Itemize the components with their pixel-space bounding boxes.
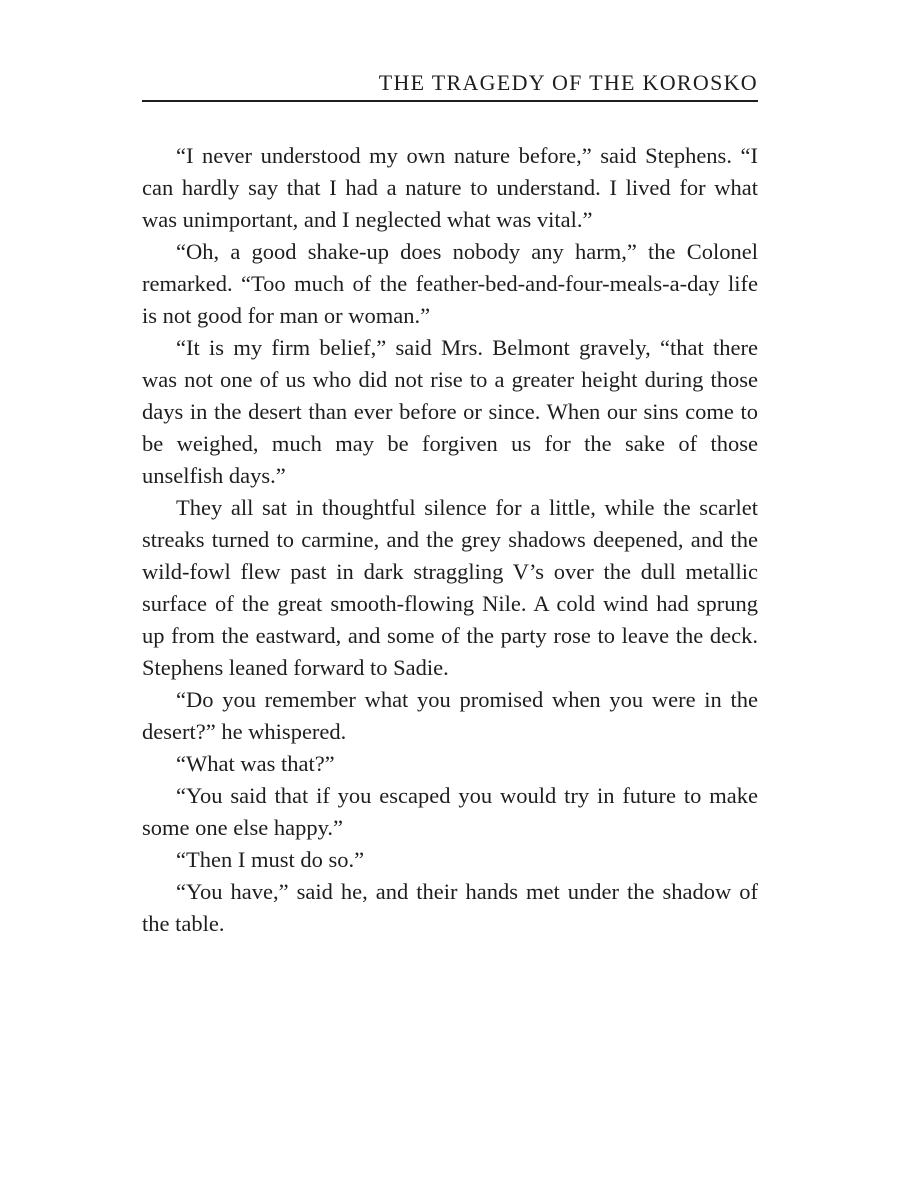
paragraph: “You said that if you escaped you would try in future to make some one else happy.” xyxy=(142,783,758,840)
paragraph: “I never understood my own nature before,” said Stephens. “I can hardly say that I had a nature to understand. I lived for what was unimportant, and I neglected what was vital.” xyxy=(142,143,758,232)
paragraph: “It is my firm belief,” said Mrs. Belmont gravely, “that there was not one of us who did not rise to a greater height during those days in the desert than ever before or since. When our sins come to be weighed, much may be forgiven us for the sake of those unselfish days.” xyxy=(142,335,758,488)
paragraph: They all sat in thoughtful silence for a little, while the scarlet streaks turned to carmine, and the grey shadows deepened, and the wild-fowl flew past in dark straggling V’s over the dull metallic surface of the great smooth-flowing Nile. A cold wind had sprung up from the eastward, and some of the party rose to leave the deck. Stephens leaned forward to Sadie. xyxy=(142,495,758,680)
running-head-title: THE TRAGEDY OF THE KOROSKO xyxy=(378,70,758,95)
paragraph: “Then I must do so.” xyxy=(176,847,365,872)
body-text xyxy=(142,140,758,940)
paragraph: “Do you remember what you promised when you were in the desert?” he whispered. xyxy=(142,687,758,744)
paragraph: “Oh, a good shake-up does nobody any harm,” the Colonel remarked. “Too much of the feather-bed-and-four-meals-a-day life is not good for man or woman.” xyxy=(142,239,758,328)
paragraph: “What was that?” xyxy=(176,751,335,776)
header-rule xyxy=(142,100,758,102)
paragraph: “You have,” said he, and their hands met under the shadow of the table. xyxy=(142,879,758,936)
